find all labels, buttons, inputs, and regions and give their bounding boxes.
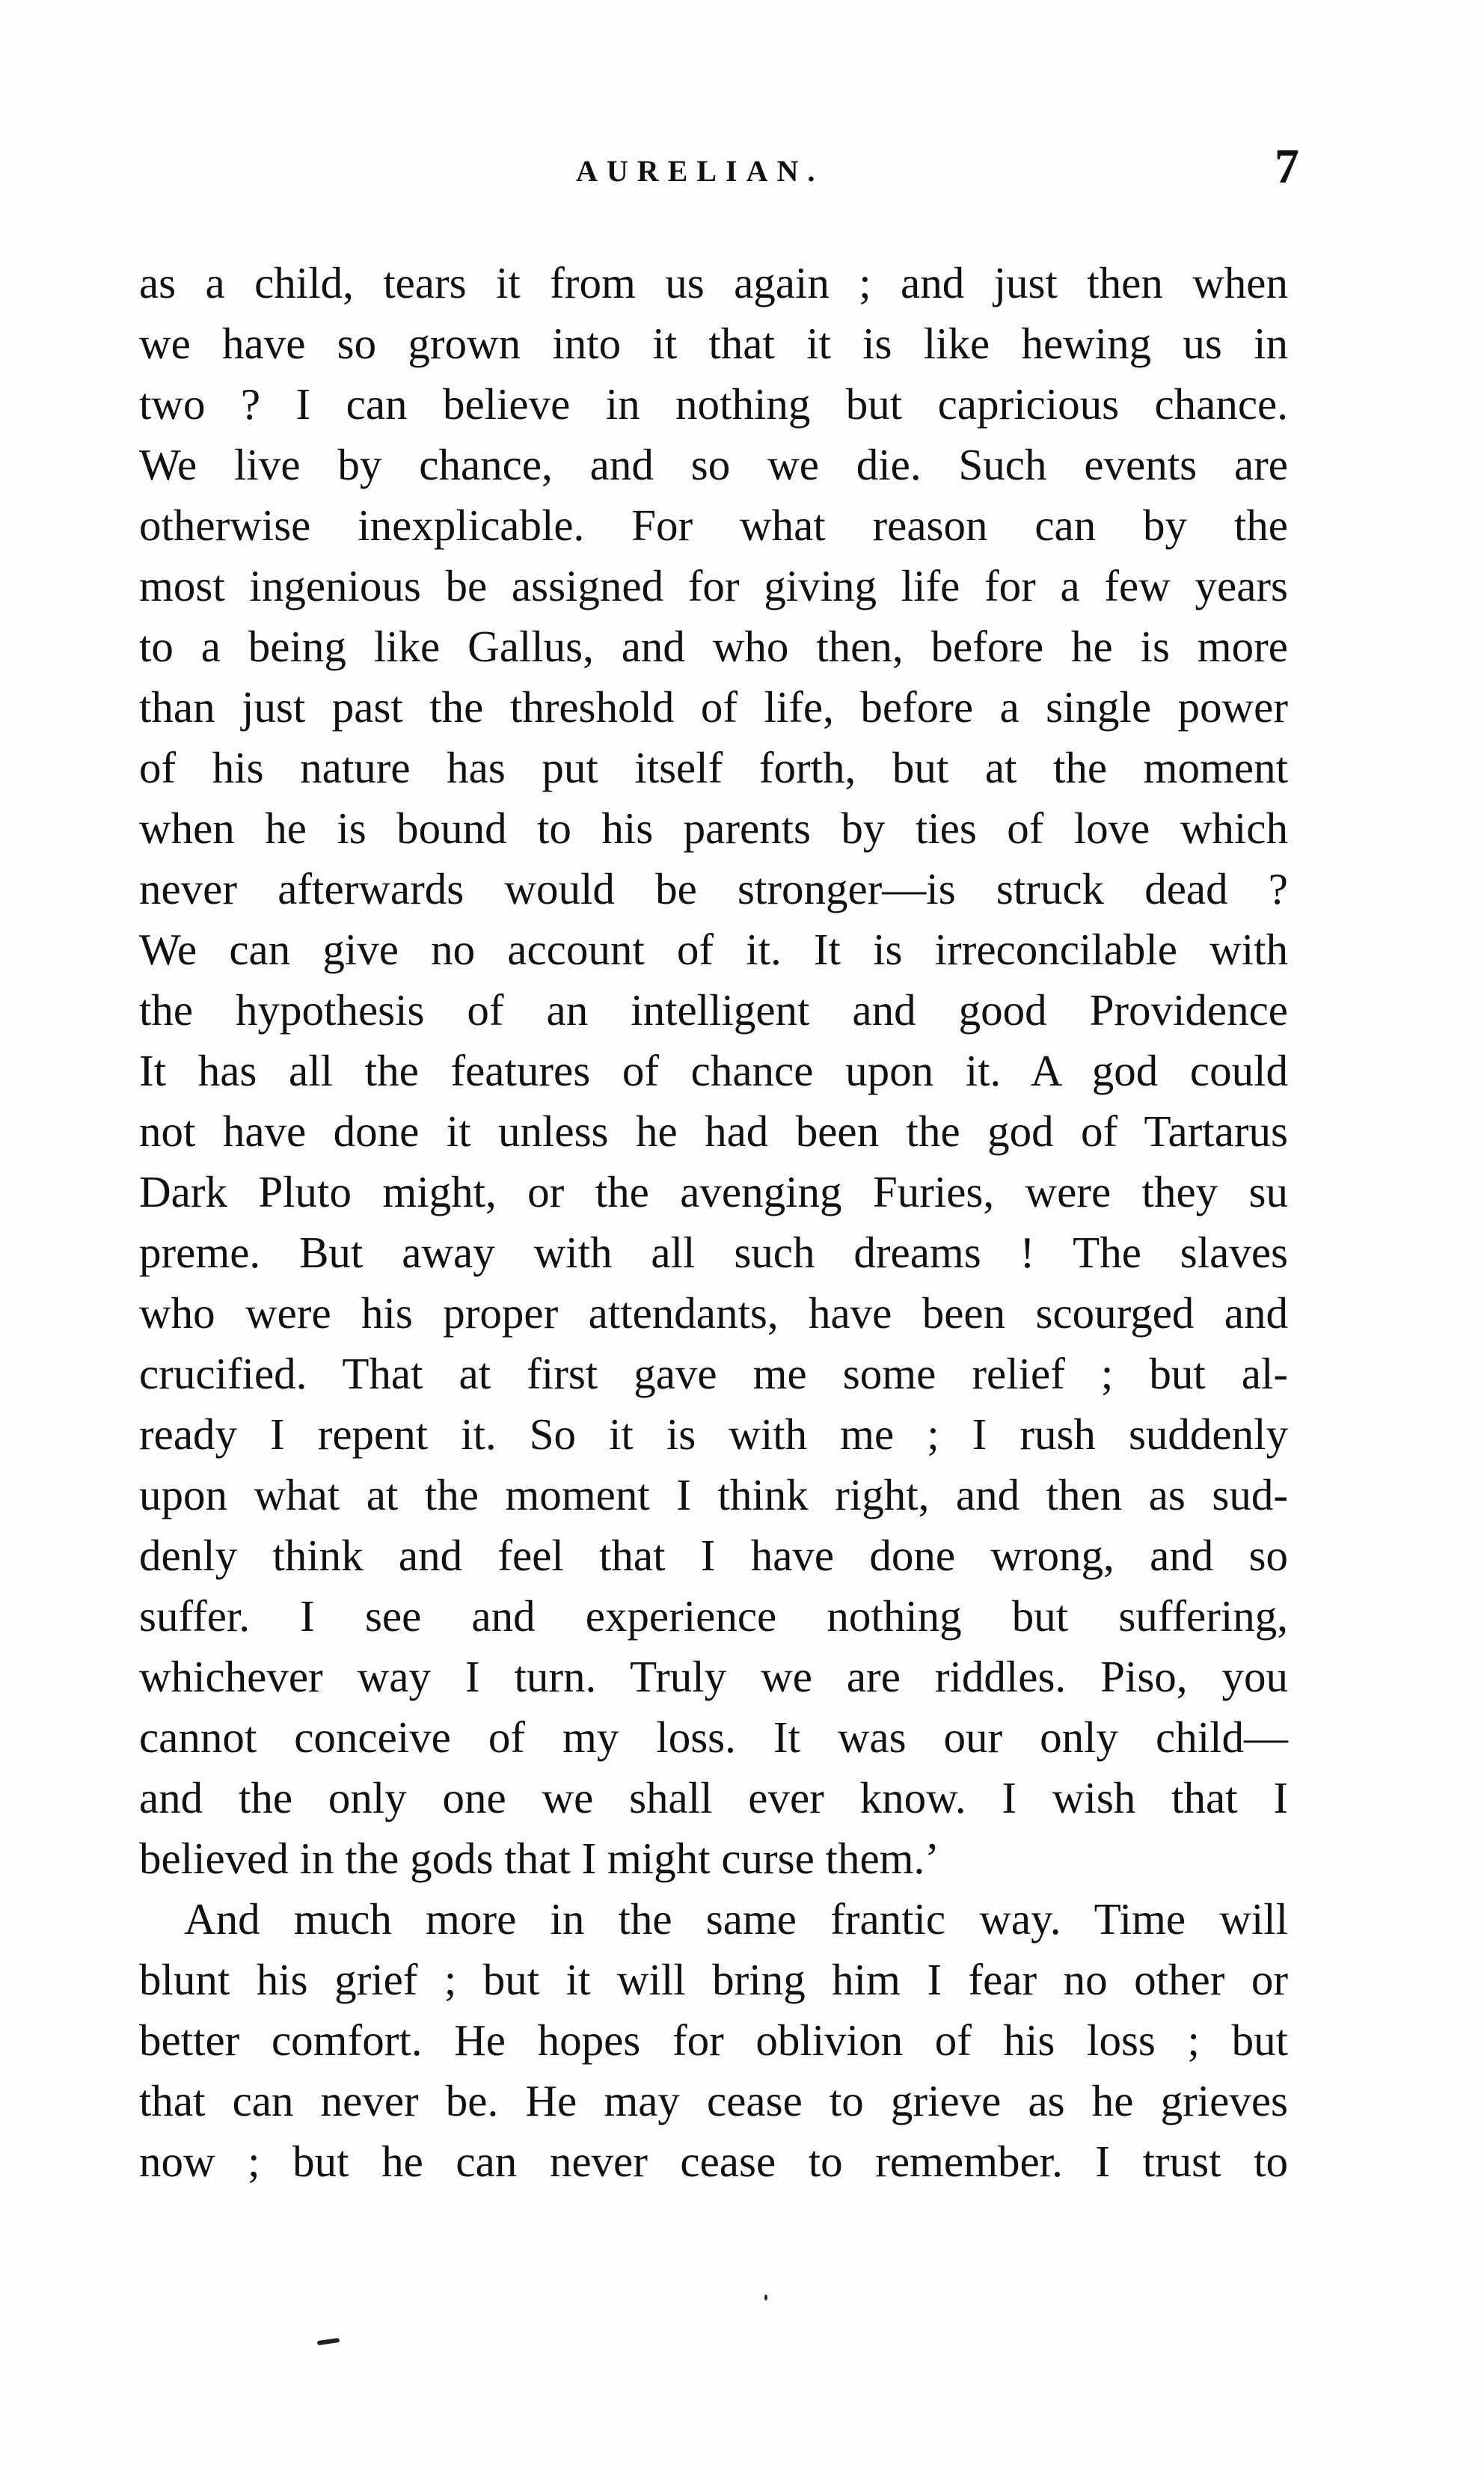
main-text [139,253,1288,2192]
text-line: now ; but he can never cease to remember. I trust to [139,2137,1288,2186]
text-line: most ingenious be assigned for giving life for a few years [139,561,1288,610]
text-line: the hypothesis of an intelligent and good Providence [139,985,1288,1035]
print-speck [317,2338,340,2345]
text-line: whichever way I turn. Truly we are riddles. Piso, you [139,1652,1288,1701]
running-head-title: AURELIAN. [576,154,824,188]
text-line: We can give no account of it. It is irreconcilable with [139,925,1288,974]
text-line: It has all the features of chance upon it. A god could [139,1046,1288,1095]
text-line: Dark Pluto might, or the avenging Furies, were they su [139,1167,1288,1216]
text-line: denly think and feel that I have done wrong, and so [139,1531,1288,1580]
running-header [0,139,1484,206]
text-line: better comfort. He hopes for oblivion of his loss ; but [139,2015,1288,2065]
text-line: ready I repent it. So it is with me ; I rush suddenly [139,1409,1288,1459]
text-line: two ? I can believe in nothing but capricious chance. [139,379,1288,429]
text-line: blunt his grief ; but it will bring him I fear no other or [139,1955,1288,2004]
page-number: 7 [1275,139,1299,194]
text-line: never afterwards would be stronger—is struck dead ? [139,864,1288,913]
text-line: cannot conceive of my loss. It was our only child— [139,1712,1288,1762]
text-line: suffer. I see and experience nothing but suffering, [139,1591,1288,1641]
text-line: when he is bound to his parents by ties of love which [139,803,1288,853]
text-line: to a being like Gallus, and who then, before he is more [139,622,1288,671]
paragraph-2 [139,1889,1288,2192]
print-speck [764,2294,767,2300]
text-line: otherwise inexplicable. For what reason can by the [139,500,1288,550]
text-line: and the only one we shall ever know. I wish that I [139,1773,1288,1822]
text-line: And much more in the same frantic way. Time will [184,1894,1288,1944]
text-line: who were his proper attendants, have been scourged and [139,1288,1288,1338]
text-line: crucified. That at first gave me some relief ; but al- [139,1349,1288,1398]
paragraph-1 [139,253,1288,1889]
text-line: of his nature has put itself forth, but at the moment [139,743,1288,792]
text-line: We live by chance, and so we die. Such events are [139,440,1288,489]
text-line: believed in the gods that I might curse them.’ [139,1834,939,1883]
text-line: not have done it unless he had been the god of Tartarus [139,1106,1288,1156]
text-line: than just past the threshold of life, before a single power [139,682,1288,732]
text-line: that can never be. He may cease to grieve as he grieves [139,2076,1288,2125]
text-line: we have so grown into it that it is like hewing us in [139,319,1288,368]
text-line: preme. But away with all such dreams ! The slaves [139,1228,1288,1277]
text-line: as a child, tears it from us again ; and just then when [139,258,1288,307]
text-line: upon what at the moment I think right, and then as sud- [139,1470,1288,1519]
